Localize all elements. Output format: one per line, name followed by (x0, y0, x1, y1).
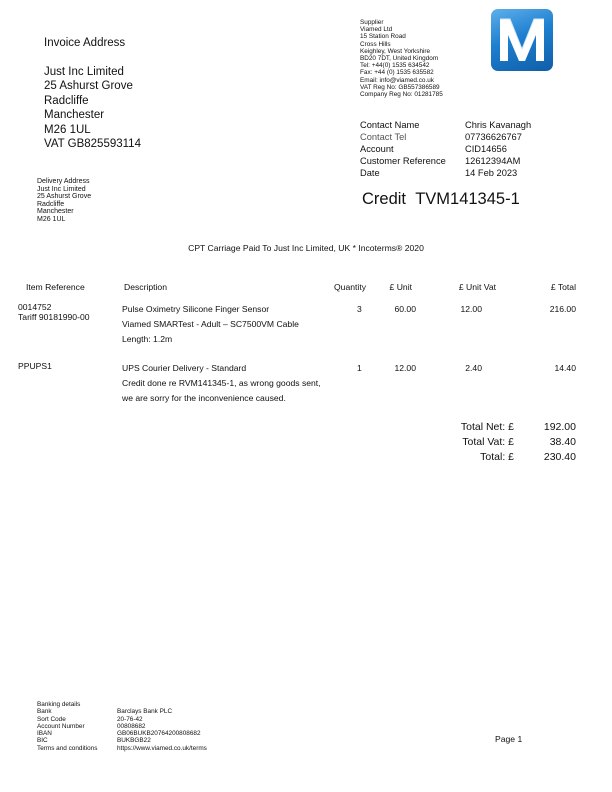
delivery-address-line: Just Inc Limited (37, 185, 86, 193)
supplier-line: Keighley, West Yorkshire (360, 47, 431, 55)
delivery-address (37, 178, 91, 224)
contact-row (360, 143, 560, 155)
credit-title (362, 190, 520, 209)
row-unit: 60.00 (394, 304, 416, 314)
invoice-address-vat: VAT GB825593114 (44, 138, 141, 150)
page-number: Page 1 (495, 734, 523, 744)
header-unit-vat: £ Unit Vat (458, 282, 496, 292)
supplier-details (360, 19, 443, 98)
supplier-line: Company Reg No: 01281785 (360, 91, 443, 99)
total-vat-row (420, 435, 576, 450)
row-desc-line: Length: 1.2m (122, 334, 173, 344)
invoice-address (44, 36, 141, 152)
row-unit-vat: 12.00 (460, 304, 482, 314)
total-row (420, 450, 576, 465)
banking-value: 20-76-42 (117, 715, 143, 723)
banking-row (37, 745, 297, 752)
banking-label: IBAN (37, 730, 52, 738)
banking-label: Terms and conditions (37, 744, 98, 752)
supplier-line: Email: info@viamed.co.uk (360, 76, 434, 84)
row-desc-line: UPS Courier Delivery - Standard (122, 363, 247, 373)
contact-label: Account (360, 144, 394, 154)
row-item-reference (18, 302, 90, 322)
row-quantity: 3 (357, 304, 362, 314)
total-vat-value: 38.40 (549, 436, 576, 448)
table-row (0, 361, 612, 411)
row-total: 216.00 (549, 304, 576, 314)
contact-row (360, 131, 560, 143)
supplier-line: VAT Reg No: GB557386589 (360, 83, 440, 91)
banking-row (37, 716, 297, 723)
contact-label: Contact Name (360, 120, 420, 130)
total-net-row (420, 420, 576, 435)
header-quantity: Quantity (334, 282, 367, 292)
contact-label: Contact Tel (360, 132, 407, 142)
banking-value: 00808682 (117, 722, 146, 730)
supplier-line: Viamed Ltd (360, 26, 393, 34)
carriage-terms: CPT Carriage Paid To Just Inc Limited, UK * Incoterms® 2020 (188, 243, 424, 253)
contact-label: Customer Reference (360, 156, 446, 166)
row-desc-line: Pulse Oximetry Silicone Finger Sensor (122, 304, 270, 314)
header-item-reference: Item Reference (26, 282, 85, 292)
delivery-address-line: 25 Ashurst Grove (37, 193, 92, 201)
credit-number: TVM141345-1 (415, 190, 520, 208)
contact-value: Chris Kavanagh (465, 120, 532, 130)
contact-value: 12612394AM (465, 156, 521, 166)
total-value: 230.40 (543, 451, 576, 463)
row-desc-line: Credit done re RVM141345-1, as wrong goods sent, (122, 378, 321, 388)
banking-row (37, 737, 297, 744)
delivery-address-line: Radcliffe (37, 200, 65, 208)
invoice-address-line: M26 1UL (44, 123, 91, 136)
row-description (122, 361, 321, 406)
contact-value: CID14656 (465, 144, 507, 154)
total-net-label: Total Net: £ (460, 421, 514, 433)
banking-label: Sort Code (37, 715, 66, 723)
banking-row (37, 723, 297, 730)
logo-glyph-icon (491, 9, 553, 71)
row-ref: PPUPS1 (18, 361, 52, 371)
header-description: Description (124, 282, 167, 292)
header-unit: £ Unit (389, 282, 412, 292)
row-desc-line: Viamed SMARTest - Adult – SC7500VM Cable (122, 319, 299, 329)
banking-label: Bank (37, 708, 52, 716)
row-desc-line: we are sorry for the inconvenience caused. (122, 393, 286, 403)
supplier-line: Tel: +44(0) 1535 634542 (360, 62, 430, 70)
table-row (0, 302, 612, 352)
invoice-address-line: Manchester (44, 109, 105, 121)
contact-row (360, 119, 560, 131)
contact-label: Date (360, 168, 380, 178)
delivery-address-heading: Delivery Address (37, 178, 90, 185)
banking-row (37, 708, 297, 715)
contact-value: 07736626767 (465, 132, 522, 142)
banking-row (37, 730, 297, 737)
total-vat-label: Total Vat: £ (462, 436, 514, 448)
row-description (122, 302, 299, 347)
supplier-line: Supplier (360, 19, 384, 26)
row-item-reference (18, 361, 52, 371)
contact-details (360, 119, 560, 181)
delivery-address-line: M26 1UL (37, 215, 66, 223)
invoice-address-line: 25 Ashurst Grove (44, 80, 133, 92)
header-total: £ Total (550, 282, 576, 292)
row-unit-vat: 2.40 (465, 363, 482, 373)
banking-value: BUKBGB22 (117, 737, 151, 745)
terms-link[interactable]: https://www.viamed.co.uk/terms (117, 744, 207, 752)
row-unit: 12.00 (394, 363, 416, 373)
row-tariff: Tariff 90181990-00 (18, 312, 90, 322)
banking-heading: Banking details (37, 701, 81, 708)
totals (420, 420, 576, 465)
total-label: Total: £ (480, 451, 514, 463)
banking-details (37, 701, 297, 752)
row-quantity: 1 (357, 363, 362, 373)
contact-row (360, 167, 560, 179)
invoice-address-heading: Invoice Address (44, 37, 126, 49)
contact-value: 14 Feb 2023 (465, 168, 518, 178)
banking-value: GB06BUKB20764200808682 (117, 730, 201, 738)
banking-label: BIC (37, 737, 48, 745)
contact-row (360, 155, 560, 167)
invoice-address-line: Just Inc Limited (44, 65, 124, 78)
credit-label: Credit (362, 190, 407, 208)
row-total: 14.40 (554, 363, 576, 373)
supplier-line: BD20 7DT, United Kingdom (360, 55, 439, 63)
supplier-line: Fax: +44 (0) 1535 635582 (360, 69, 434, 77)
total-net-value: 192.00 (543, 421, 576, 433)
viamed-logo-icon (491, 9, 553, 71)
supplier-line: 15 Station Road (360, 33, 406, 41)
supplier-line: Cross Hills (360, 40, 391, 48)
banking-label: Account Number (37, 722, 85, 730)
delivery-address-line: Manchester (37, 208, 74, 216)
banking-value: Barclays Bank PLC (117, 708, 173, 716)
invoice-address-line: Radcliffe (44, 94, 89, 107)
row-ref: 0014752 (18, 302, 52, 312)
